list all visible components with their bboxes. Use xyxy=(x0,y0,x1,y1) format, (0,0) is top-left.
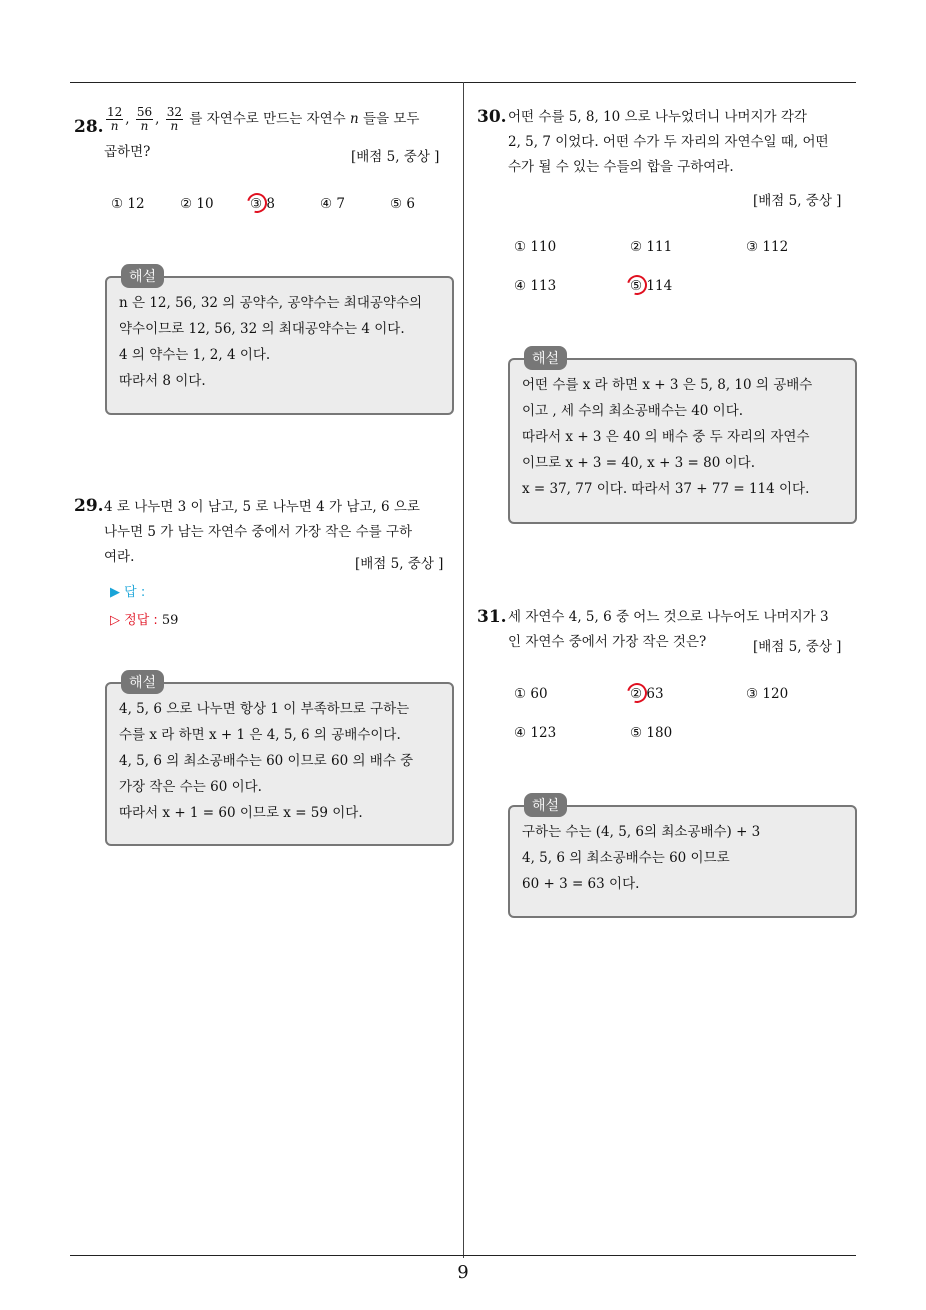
explanation-box-30 xyxy=(508,351,857,524)
answer-label: ▶ 답 : xyxy=(110,585,146,600)
explanation-tag: 해설 xyxy=(524,793,567,817)
explanation-tag: 해설 xyxy=(121,264,164,288)
question-31-number: 31. xyxy=(477,607,507,627)
explanation-tag: 해설 xyxy=(524,346,567,370)
question-29-text: 4 로 나누면 3 이 남고, 5 로 나누면 4 가 남고, 6 으로 나누면 5 가 남는 자연수 중에서 가장 작은 수를 구하 여라. xyxy=(104,499,420,565)
explanation-box-29 xyxy=(105,675,454,846)
question-28-meta: [배점 5, 중상 ] xyxy=(351,149,440,165)
choice-4[interactable]: ④ 123 xyxy=(514,725,557,741)
choice-5[interactable]: ⑤ 6 xyxy=(390,196,415,212)
choice-3[interactable]: ③ 112 xyxy=(746,239,789,255)
fraction-3: $\frac{32}{n}$ xyxy=(166,105,183,133)
choice-2[interactable]: ② 111 xyxy=(630,239,673,255)
question-28-text: $\frac{12}{n}$ , $\frac{56}{n}$ , $\frac{32}{n}$ 를 자연수로 만드는 자연수 n 들을 모두 xyxy=(107,105,420,133)
choice-1[interactable]: ① 110 xyxy=(514,239,557,255)
column-divider xyxy=(463,82,464,1258)
choice-2[interactable]: ② 63 xyxy=(630,686,664,702)
explanation-text: n 은 12, 56, 32 의 공약수, 공약수는 최대공약수의 약수이므로 12, 56, 32 의 최대공약수는 4 이다. 4 의 약수는 1, 2, 4 이다. 따라서 8 이다. xyxy=(119,295,423,389)
question-30-meta: [배점 5, 중상 ] xyxy=(753,193,842,209)
question-30-number: 30. xyxy=(477,107,507,127)
choice-1[interactable]: ① 60 xyxy=(514,686,548,702)
explanation-text: 어떤 수를 x 라 하면 x + 3 은 5, 8, 10 의 공배수 이고 , 세 수의 최소공배수는 40 이다. 따라서 x + 3 은 40 의 배수 중 두 자리의 자연수 이므로 x + 3 = 40, x + 3 = 80 이다. x = 37, 77 이다. 따라서 37 + 77 = 114 이다. xyxy=(522,377,813,497)
choice-5[interactable]: ⑤ 114 xyxy=(630,278,673,294)
selected-answer-mark xyxy=(623,679,650,706)
question-29-number: 29. xyxy=(74,496,104,516)
question-29-meta: [배점 5, 중상 ] xyxy=(355,556,444,572)
selected-answer-mark xyxy=(623,271,650,298)
explanation-box-31 xyxy=(508,798,857,918)
question-31-text: 세 자연수 4, 5, 6 중 어느 것으로 나누어도 나머지가 3 인 자연수 중에서 가장 작은 것은? xyxy=(508,609,829,650)
choice-1[interactable]: ① 12 xyxy=(111,196,145,212)
question-28-number: 28. xyxy=(74,117,104,137)
choice-5[interactable]: ⑤ 180 xyxy=(630,725,673,741)
choice-3[interactable]: ③ 8 xyxy=(250,196,275,212)
choice-2[interactable]: ② 10 xyxy=(180,196,214,212)
choice-3[interactable]: ③ 120 xyxy=(746,686,789,702)
explanation-box-28 xyxy=(105,269,454,415)
bottom-rule xyxy=(70,1255,856,1256)
fraction-2: $\frac{56}{n}$ xyxy=(136,105,153,133)
explanation-tag: 해설 xyxy=(121,670,164,694)
choice-4[interactable]: ④ 113 xyxy=(514,278,557,294)
correct-answer-line: ▷ 정답 : 59 xyxy=(110,613,179,628)
selected-answer-mark xyxy=(243,189,270,216)
question-30-text: 어떤 수를 5, 8, 10 으로 나누었더니 나머지가 각각 2, 5, 7 이었다. 어떤 수가 두 자리의 자연수일 때, 어떤 수가 될 수 있는 수들의 합을 구하여라. xyxy=(508,109,829,175)
page-number: 9 xyxy=(457,1262,469,1283)
explanation-text: 구하는 수는 (4, 5, 6의 최소공배수) + 3 4, 5, 6 의 최소공배수는 60 이므로 60 + 3 = 63 이다. xyxy=(522,824,761,892)
explanation-text: 4, 5, 6 으로 나누면 항상 1 이 부족하므로 구하는 수를 x 라 하면 x + 1 은 4, 5, 6 의 공배수이다. 4, 5, 6 의 최소공배수는 60 이므로 60 의 배수 중 가장 작은 수는 60 이다. 따라서 x + 1 = 60 이므로 x = 59 이다. xyxy=(119,701,414,821)
question-28-text-cont: 곱하면? xyxy=(104,144,151,160)
choice-4[interactable]: ④ 7 xyxy=(320,196,345,212)
question-31-meta: [배점 5, 중상 ] xyxy=(753,639,842,655)
fraction-1: $\frac{12}{n}$ xyxy=(107,105,123,133)
